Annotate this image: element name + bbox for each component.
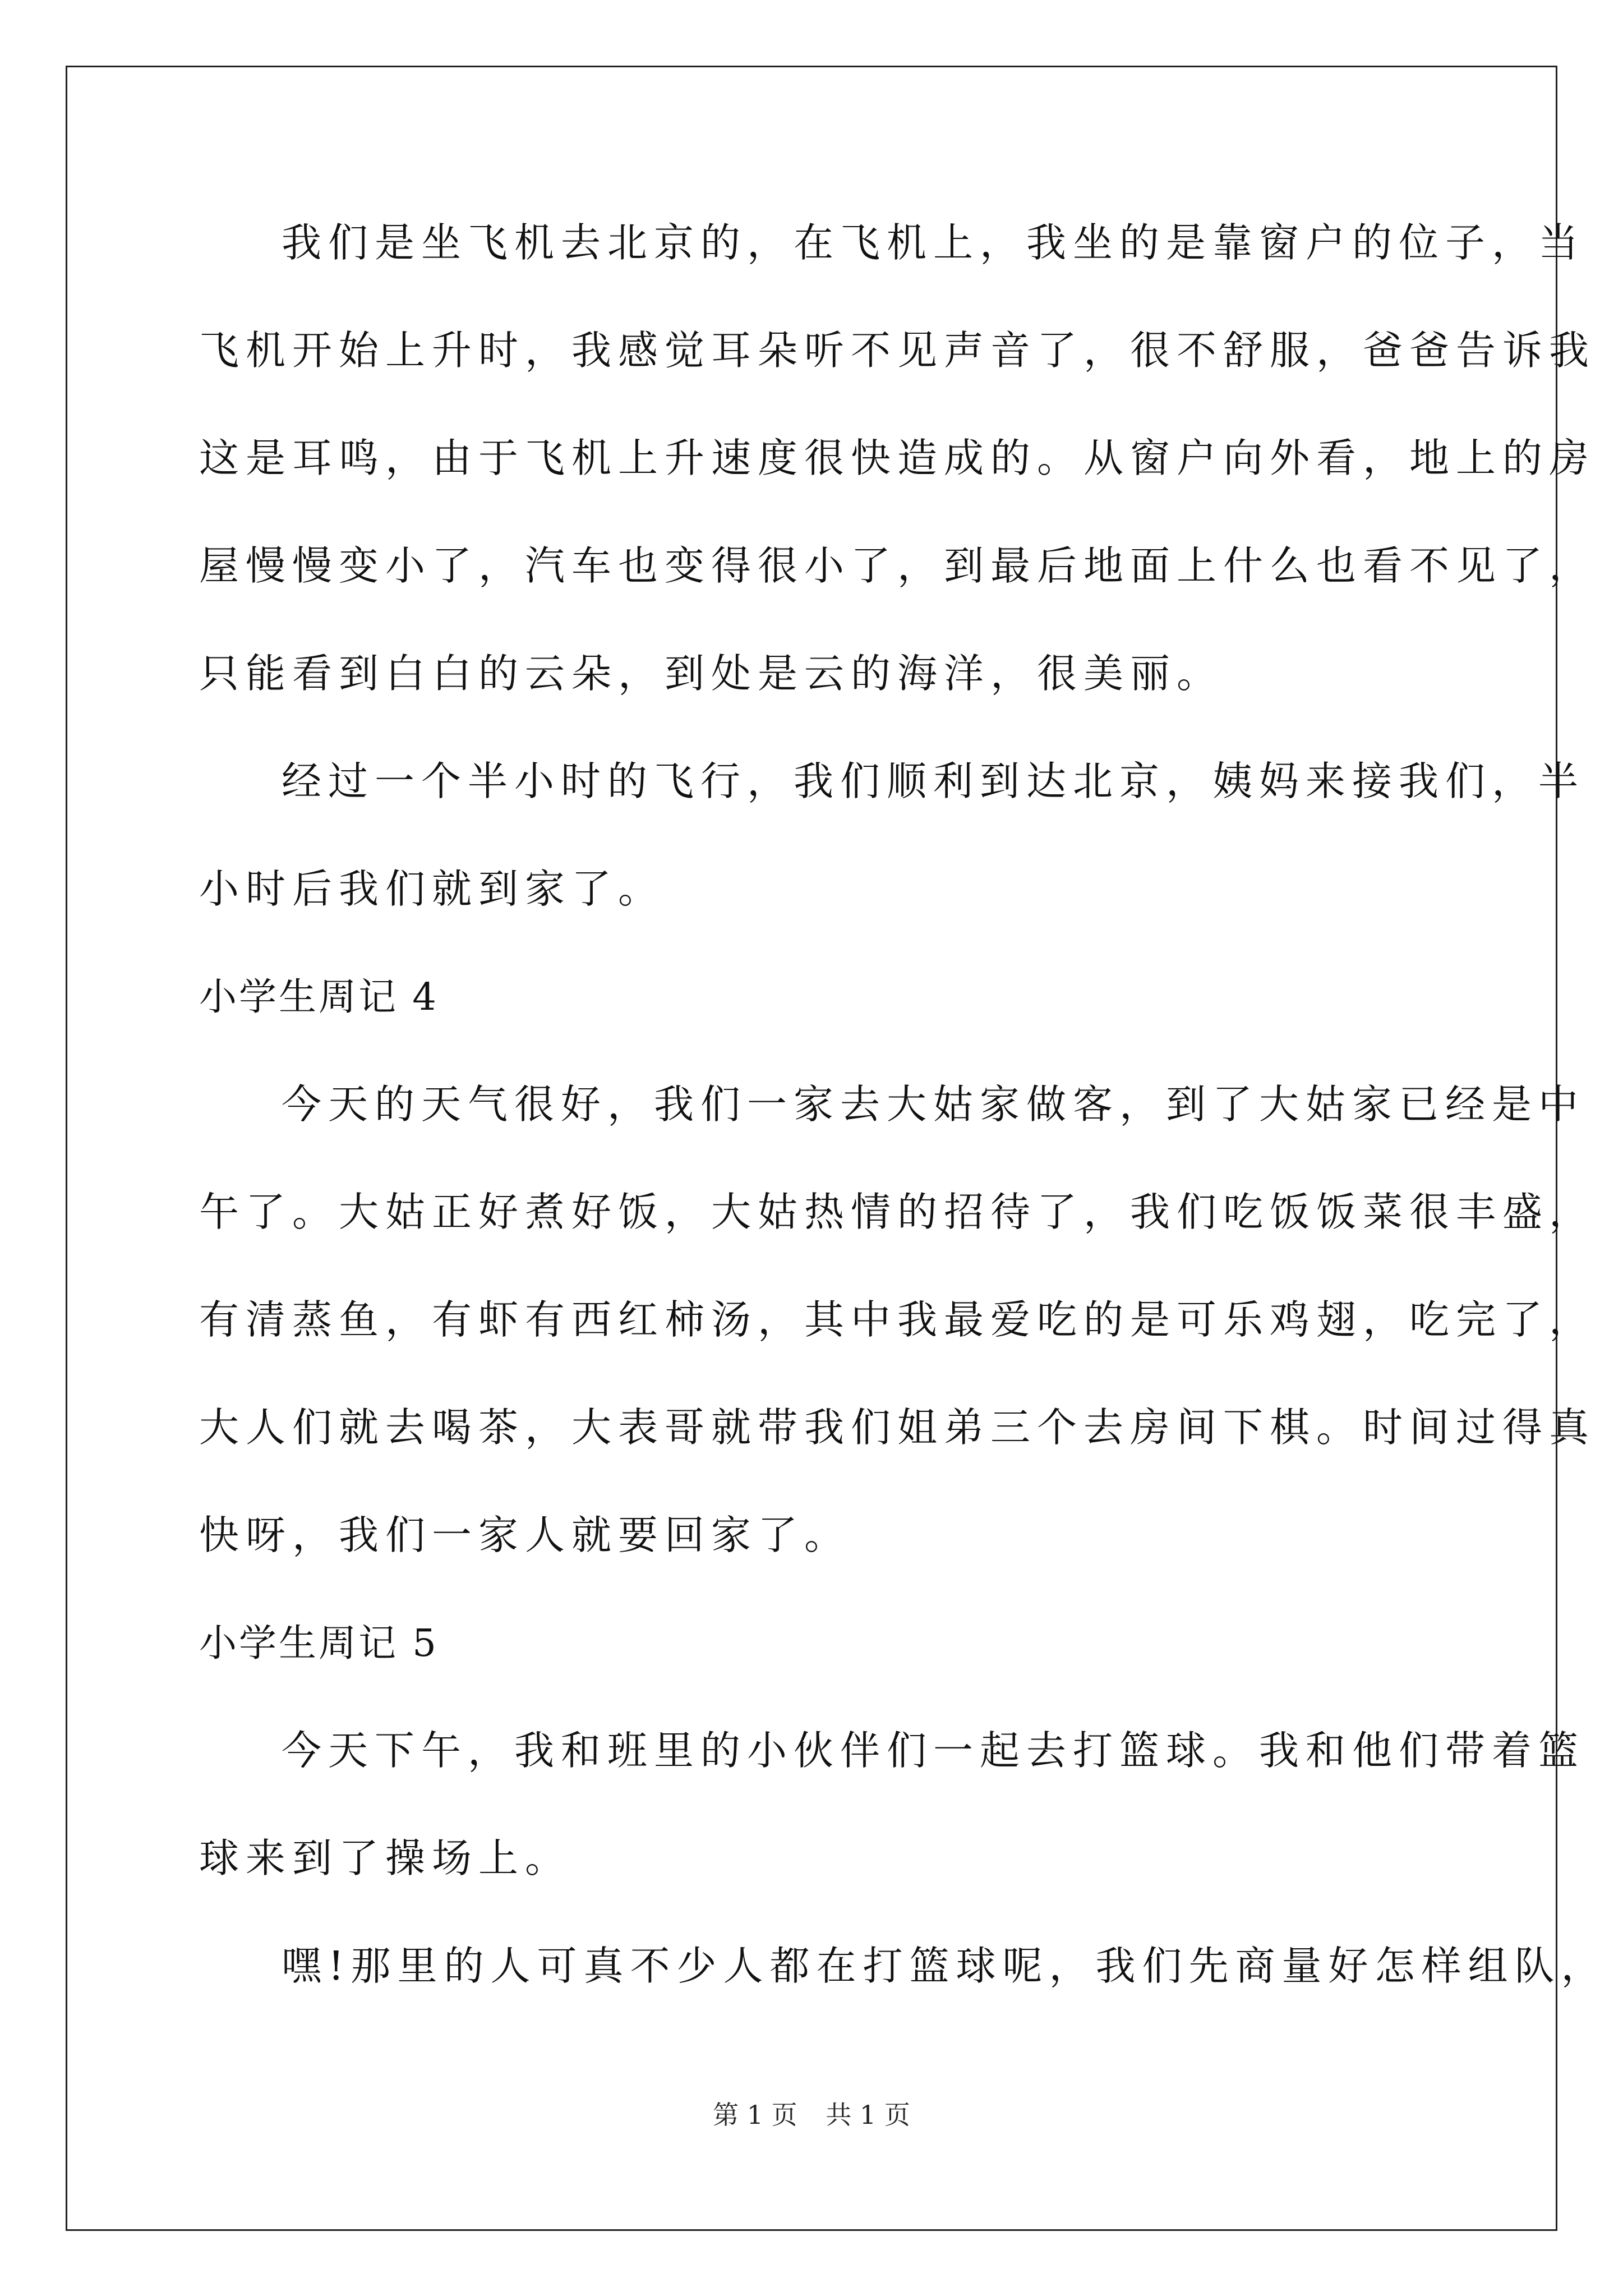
paragraph-first-line: 经过一个半小时的飞行，我们顺利到达北京，姨妈来接我们，半: [282, 758, 1585, 804]
section-heading: 小学生周记 5: [199, 1621, 439, 1665]
paragraph-line: 只能看到白白的云朵，到处是云的海洋，很美丽。: [199, 650, 1224, 697]
paragraph-line: 飞机开始上升时，我感觉耳朵听不见声音了，很不舒服，爸爸告诉我: [199, 327, 1596, 374]
paragraph-line: 大人们就去喝茶，大表哥就带我们姐弟三个去房间下棋。时间过得真: [199, 1404, 1596, 1451]
section-heading: 小学生周记 4: [199, 975, 439, 1019]
page-footer: [0, 2098, 1623, 2132]
document-body: [199, 216, 1608, 2047]
paragraph-line: 有清蒸鱼，有虾有西红柿汤，其中我最爱吃的是可乐鸡翅，吃完了，: [199, 1296, 1596, 1343]
paragraph-line: 屋慢慢变小了，汽车也变得很小了，到最后地面上什么也看不见了，: [199, 542, 1596, 589]
page-total: 共 1 页: [826, 2100, 910, 2130]
page-number: 第 1 页: [713, 2100, 797, 2130]
paragraph-first-line: 今天的天气很好，我们一家去大姑家做客，到了大姑家已经是中: [282, 1081, 1585, 1128]
paragraph-first-line: 嘿!那里的人可真不少人都在打篮球呢，我们先商量好怎样组队，: [282, 1943, 1608, 1989]
paragraph-line: 快呀，我们一家人就要回家了。: [199, 1512, 851, 1558]
paragraph-first-line: 我们是坐飞机去北京的，在飞机上，我坐的是靠窗户的位子，当: [282, 219, 1585, 266]
paragraph-line: 午了。大姑正好煮好饭，大姑热情的招待了，我们吃饭饭菜很丰盛，: [199, 1189, 1596, 1235]
paragraph-first-line: 今天下午，我和班里的小伙伴们一起去打篮球。我和他们带着篮: [282, 1727, 1585, 1774]
paragraph-line: 这是耳鸣，由于飞机上升速度很快造成的。从窗户向外看，地上的房: [199, 435, 1596, 481]
paragraph-line: 小时后我们就到家了。: [199, 866, 665, 912]
paragraph-line: 球来到了操场上。: [199, 1835, 572, 1881]
